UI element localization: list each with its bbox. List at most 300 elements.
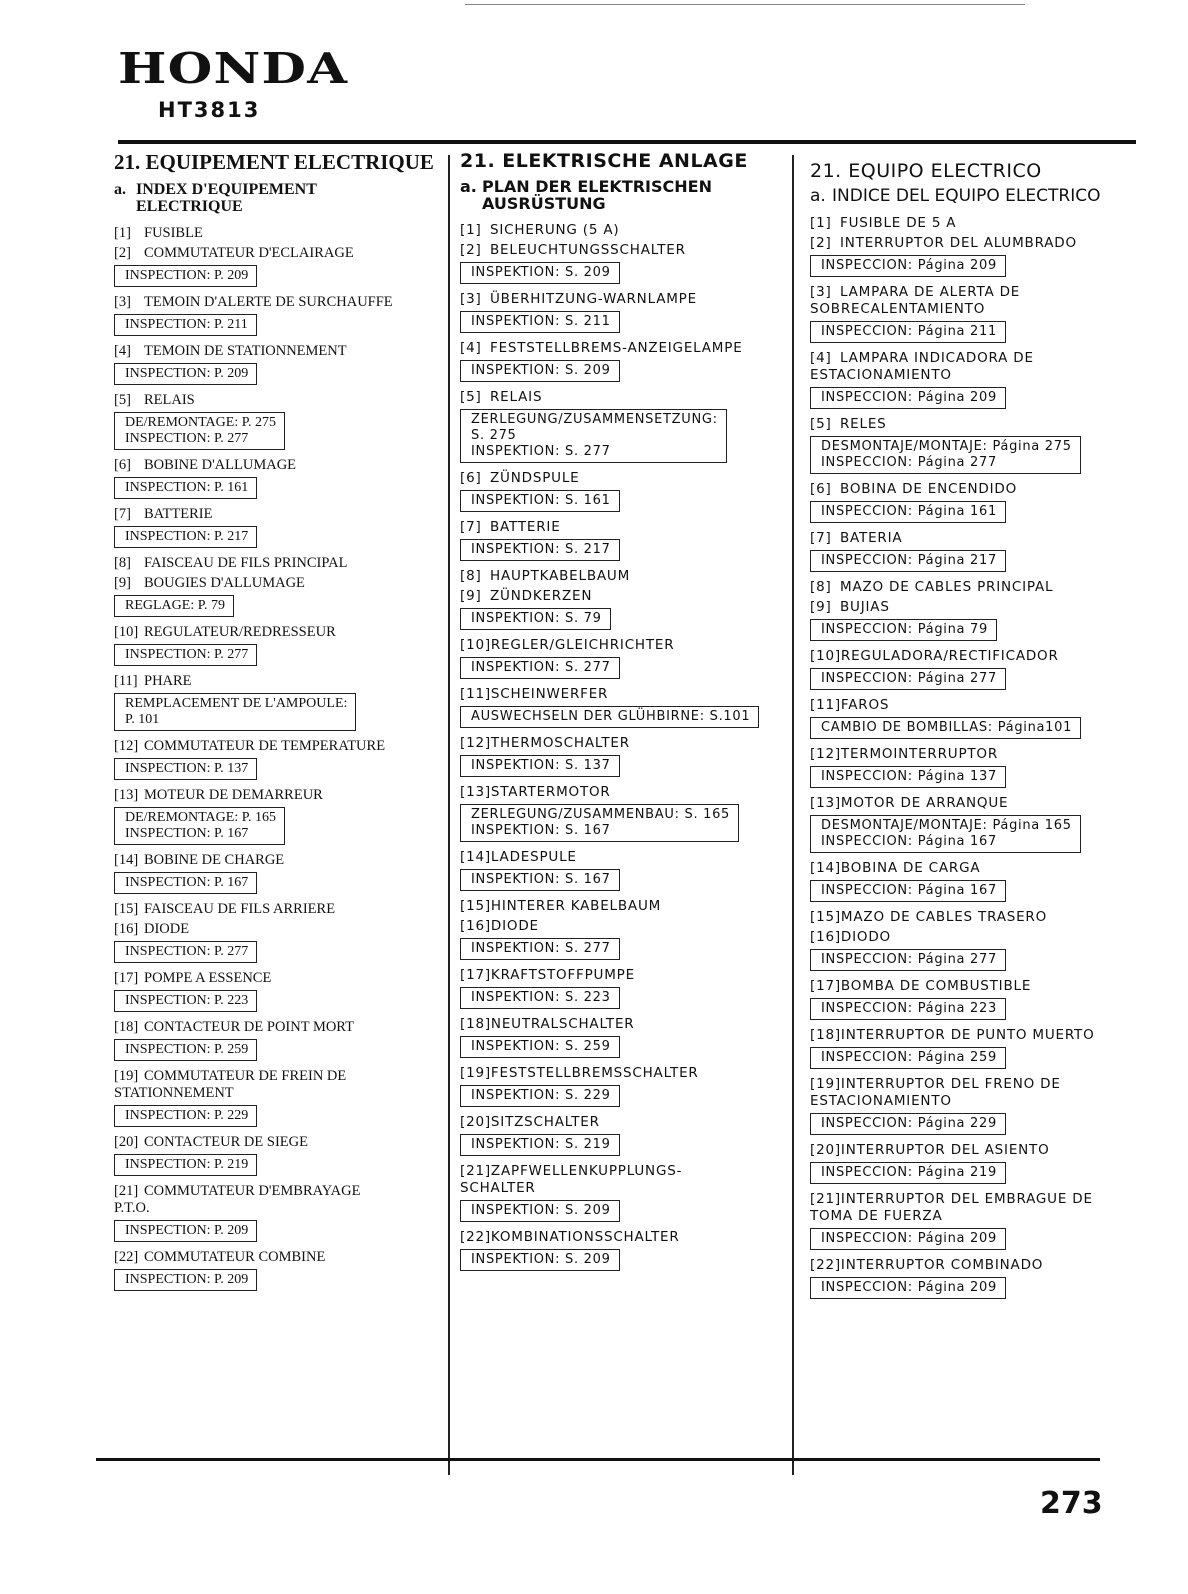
- item-label: [114, 1134, 440, 1151]
- item-text: ZÜNDKERZEN: [490, 588, 593, 604]
- reference-box: INSPECCION: Página 259: [810, 1047, 1006, 1069]
- item-number: [18]: [114, 1019, 139, 1035]
- item-label: [460, 784, 790, 801]
- item-text: FAISCEAU DE FILS ARRIERE: [144, 901, 336, 917]
- item-number: [12]: [114, 738, 139, 754]
- list-item: [810, 416, 1136, 480]
- item-label: [810, 416, 1136, 433]
- item-text: LADESPULE: [490, 849, 577, 865]
- item-label: [114, 1019, 440, 1036]
- list-item: [810, 599, 1136, 647]
- reference-box: INSPECTION: P. 167: [114, 872, 257, 894]
- reference-box: INSPECCION: Página 137: [810, 766, 1006, 788]
- item-text: COMMUTATEUR DE FREIN DE STATIONNEMENT: [114, 1068, 347, 1101]
- item-number: [5]: [460, 389, 482, 405]
- column-french: [114, 150, 440, 1297]
- list-item: [810, 1142, 1136, 1190]
- reference-box: INSPECTION: P. 161: [114, 477, 257, 499]
- reference-box: INSPEKTION: S. 209: [460, 262, 620, 284]
- item-number: [19]: [460, 1065, 491, 1081]
- item-number: [1]: [810, 215, 832, 231]
- list-item: [114, 970, 440, 1018]
- subsection-letter: a.: [114, 181, 126, 198]
- item-number: [7]: [114, 506, 131, 522]
- reference-box: INSPECTION: P. 217: [114, 526, 257, 548]
- item-number: [8]: [114, 555, 131, 571]
- item-label: [460, 222, 790, 239]
- reference-box: INSPECTION: P. 209: [114, 1220, 257, 1242]
- item-label: [114, 673, 440, 690]
- reference-box: INSPECCION: Página 209: [810, 255, 1006, 277]
- item-text: INTERRUPTOR DEL ASIENTO: [840, 1142, 1050, 1158]
- list-item: [114, 245, 440, 293]
- reference-box: INSPECCION: Página 211: [810, 321, 1006, 343]
- item-text: BOBINA DE CARGA: [840, 860, 981, 876]
- item-number: [9]: [460, 588, 482, 604]
- item-number: [9]: [810, 599, 832, 615]
- item-label: [810, 350, 1136, 384]
- item-text: COMMUTATEUR COMBINE: [144, 1249, 326, 1265]
- item-list: [114, 225, 440, 1297]
- item-label: [810, 929, 1136, 946]
- item-text: BATTERIE: [144, 506, 213, 522]
- reference-box: INSPECCION: Página 277: [810, 668, 1006, 690]
- item-label: [114, 1249, 440, 1266]
- item-text: REGULADORA/RECTIFICADOR: [840, 648, 1059, 664]
- list-item: [810, 697, 1136, 745]
- reference-box: INSPECTION: P. 229: [114, 1105, 257, 1127]
- reference-box: INSPECTION: P. 209: [114, 1269, 257, 1291]
- list-item: [114, 624, 440, 672]
- reference-box: DESMONTAJE/MONTAJE: Página 165 INSPECCION: Página 167: [810, 815, 1081, 853]
- spacer: [810, 926, 1136, 928]
- item-label: [460, 1229, 790, 1246]
- item-label: [460, 470, 790, 487]
- list-item: [114, 901, 440, 920]
- reference-box: INSPEKTION: S. 137: [460, 755, 620, 777]
- item-label: [460, 1114, 790, 1131]
- item-number: [18]: [810, 1027, 841, 1043]
- item-text: BATTERIE: [490, 519, 561, 535]
- list-item: [114, 294, 440, 342]
- reference-box: INSPECCION: Página 217: [810, 550, 1006, 572]
- item-text: FUSIBLE: [144, 225, 203, 241]
- spacer: [460, 239, 790, 241]
- item-number: [21]: [810, 1191, 841, 1207]
- item-number: [11]: [460, 686, 491, 702]
- item-list: [460, 222, 790, 1277]
- item-number: [15]: [460, 898, 491, 914]
- item-text: MOTOR DE ARRANQUE: [840, 795, 1009, 811]
- item-text: STARTERMOTOR: [490, 784, 611, 800]
- item-label: [460, 389, 790, 406]
- item-label: [810, 579, 1136, 596]
- item-number: [13]: [460, 784, 491, 800]
- list-item: [460, 849, 790, 897]
- item-label: [114, 506, 440, 523]
- item-label: [114, 624, 440, 641]
- header-rule: [118, 140, 1136, 144]
- reference-box: INSPEKTION: S. 211: [460, 311, 620, 333]
- subsection-letter: a.: [810, 186, 826, 206]
- reference-box: INSPECCION: Página 223: [810, 998, 1006, 1020]
- list-item: [114, 787, 440, 851]
- list-item: [810, 1257, 1136, 1305]
- item-label: [810, 909, 1136, 926]
- item-label: [810, 481, 1136, 498]
- reference-box: INSPECCION: Página 209: [810, 1277, 1006, 1299]
- item-text: INTERRUPTOR COMBINADO: [840, 1257, 1044, 1273]
- reference-box: INSPECCION: Página 79: [810, 619, 997, 641]
- item-label: [114, 1183, 440, 1217]
- item-label: [810, 697, 1136, 714]
- reference-box: INSPEKTION: S. 277: [460, 657, 620, 679]
- item-number: [2]: [810, 235, 832, 251]
- item-number: [16]: [114, 921, 139, 937]
- item-label: [114, 901, 440, 918]
- reference-box: INSPEKTION: S. 209: [460, 1249, 620, 1271]
- item-list: [810, 215, 1136, 1305]
- item-label: [114, 970, 440, 987]
- item-text: BOBINE DE CHARGE: [144, 852, 285, 868]
- item-number: [5]: [114, 392, 131, 408]
- item-number: [2]: [114, 245, 131, 261]
- brand-logo: HONDA: [118, 44, 349, 93]
- column-spanish: [810, 150, 1136, 1305]
- list-item: [460, 735, 790, 783]
- spacer: [460, 585, 790, 587]
- item-label: [460, 519, 790, 536]
- reference-box: INSPEKTION: S. 167: [460, 869, 620, 891]
- item-text: FESTSTELLBREMS-ANZEIGELAMPE: [490, 340, 743, 356]
- item-number: [17]: [460, 967, 491, 983]
- reference-box: INSPECCION: Página 219: [810, 1162, 1006, 1184]
- item-number: [17]: [810, 978, 841, 994]
- section-title: 21. EQUIPO ELECTRICO: [810, 160, 1042, 182]
- item-number: [11]: [114, 673, 138, 689]
- item-text: KOMBINATIONSSCHALTER: [490, 1229, 680, 1245]
- list-item: [114, 1183, 440, 1248]
- list-item: [810, 215, 1136, 234]
- list-item: [460, 1065, 790, 1113]
- list-item: [810, 579, 1136, 598]
- item-number: [4]: [810, 350, 832, 366]
- item-label: [810, 284, 1136, 318]
- reference-box: INSPEKTION: S. 209: [460, 1200, 620, 1222]
- item-number: [8]: [810, 579, 832, 595]
- item-text: FAISCEAU DE FILS PRINCIPAL: [144, 555, 348, 571]
- list-item: [810, 284, 1136, 349]
- item-number: [12]: [810, 746, 841, 762]
- item-number: [22]: [460, 1229, 491, 1245]
- item-number: [15]: [810, 909, 841, 925]
- item-number: [6]: [810, 481, 832, 497]
- item-label: [460, 686, 790, 703]
- reference-box: INSPECCION: Página 161: [810, 501, 1006, 523]
- item-number: [1]: [460, 222, 482, 238]
- item-number: [22]: [114, 1249, 139, 1265]
- reference-box: INSPECTION: P. 223: [114, 990, 257, 1012]
- item-number: [20]: [114, 1134, 139, 1150]
- page-number: 273: [1040, 1486, 1103, 1521]
- item-text: BOBINE D'ALLUMAGE: [144, 457, 297, 473]
- reference-box: INSPECCION: Página 209: [810, 1228, 1006, 1250]
- item-label: [810, 860, 1136, 877]
- reference-box: INSPECCION: Página 209: [810, 387, 1006, 409]
- item-text: ZÜNDSPULE: [490, 470, 580, 486]
- item-text: TEMOIN DE STATIONNEMENT: [144, 343, 347, 359]
- reference-box: INSPECTION: P. 209: [114, 265, 257, 287]
- reference-box: ZERLEGUNG/ZUSAMMENBAU: S. 165 INSPEKTION: S. 167: [460, 804, 739, 842]
- item-number: [16]: [460, 918, 491, 934]
- subsection-text: PLAN DER ELEKTRISCHEN AUSRÜSTUNG: [482, 177, 712, 213]
- item-number: [6]: [114, 457, 131, 473]
- item-label: [114, 294, 440, 311]
- reference-box: INSPECTION: P. 259: [114, 1039, 257, 1061]
- item-text: COMMUTATEUR D'ECLAIRAGE: [144, 245, 354, 261]
- item-number: [7]: [460, 519, 482, 535]
- item-text: FAROS: [840, 697, 890, 713]
- list-item: [114, 343, 440, 391]
- item-text: INTERRUPTOR DEL ALUMBRADO: [840, 235, 1077, 251]
- item-number: [10]: [460, 637, 491, 653]
- item-label: [810, 978, 1136, 995]
- list-item: [810, 1191, 1136, 1256]
- subsection-letter: a.: [460, 177, 477, 196]
- item-number: [3]: [460, 291, 482, 307]
- list-item: [460, 242, 790, 290]
- item-text: CONTACTEUR DE POINT MORT: [144, 1019, 354, 1035]
- list-item: [114, 921, 440, 969]
- item-number: [3]: [114, 294, 131, 310]
- list-item: [114, 1019, 440, 1067]
- list-item: [810, 909, 1136, 928]
- item-text: REGLER/GLEICHRICHTER: [490, 637, 675, 653]
- top-rule: [465, 4, 1025, 5]
- item-label: [810, 599, 1136, 616]
- reference-box: INSPECTION: P. 211: [114, 314, 257, 336]
- item-text: INTERRUPTOR DE PUNTO MUERTO: [840, 1027, 1095, 1043]
- column-divider: [792, 155, 794, 1475]
- item-label: [460, 588, 790, 605]
- item-text: BOUGIES D'ALLUMAGE: [144, 575, 305, 591]
- item-label: [810, 1191, 1136, 1225]
- item-number: [19]: [810, 1076, 841, 1092]
- item-number: [6]: [460, 470, 482, 486]
- list-item: [114, 1134, 440, 1182]
- reference-box: INSPEKTION: S. 217: [460, 539, 620, 561]
- reference-box: INSPECTION: P. 137: [114, 758, 257, 780]
- list-item: [114, 1068, 440, 1133]
- item-number: [18]: [460, 1016, 491, 1032]
- item-text: MAZO DE CABLES PRINCIPAL: [840, 579, 1054, 595]
- item-number: [4]: [114, 343, 131, 359]
- item-label: [460, 849, 790, 866]
- item-text: MAZO DE CABLES TRASERO: [840, 909, 1048, 925]
- item-text: PHARE: [144, 673, 192, 689]
- list-item: [114, 506, 440, 554]
- item-number: [20]: [810, 1142, 841, 1158]
- item-label: [460, 735, 790, 752]
- item-number: [21]: [114, 1183, 139, 1199]
- list-item: [810, 235, 1136, 283]
- item-text: SITZSCHALTER: [490, 1114, 600, 1130]
- item-text: BATERIA: [840, 530, 903, 546]
- reference-box: DESMONTAJE/MONTAJE: Página 275 INSPECCION: Página 277: [810, 436, 1081, 474]
- item-label: [460, 967, 790, 984]
- spacer: [114, 572, 440, 574]
- item-number: [17]: [114, 970, 139, 986]
- reference-box: INSPECCION: Página 167: [810, 880, 1006, 902]
- item-label: [460, 291, 790, 308]
- reference-box: REMPLACEMENT DE L'AMPOULE: P. 101: [114, 693, 356, 731]
- item-text: BOMBA DE COMBUSTIBLE: [840, 978, 1032, 994]
- item-text: DIODE: [144, 921, 190, 937]
- list-item: [810, 860, 1136, 908]
- item-number: [10]: [810, 648, 841, 664]
- list-item: [460, 1016, 790, 1064]
- item-label: [114, 852, 440, 869]
- item-number: [9]: [114, 575, 131, 591]
- item-text: NEUTRALSCHALTER: [490, 1016, 635, 1032]
- list-item: [810, 350, 1136, 415]
- list-item: [114, 1249, 440, 1297]
- item-text: COMMUTATEUR DE TEMPERATURE: [144, 738, 386, 754]
- item-label: [810, 1076, 1136, 1110]
- item-label: [810, 530, 1136, 547]
- list-item: [460, 588, 790, 636]
- list-item: [114, 555, 440, 574]
- item-label: [114, 1068, 440, 1102]
- item-label: [810, 1027, 1136, 1044]
- item-text: TEMOIN D'ALERTE DE SURCHAUFFE: [144, 294, 393, 310]
- item-text: KRAFTSTOFFPUMPE: [490, 967, 635, 983]
- item-text: RELES: [840, 416, 887, 432]
- reference-box: INSPECTION: P. 277: [114, 941, 257, 963]
- item-label: [114, 225, 440, 242]
- item-text: ZAPFWELLENKUPPLUNGS- SCHALTER: [460, 1163, 683, 1196]
- list-item: [460, 918, 790, 966]
- list-item: [460, 291, 790, 339]
- item-number: [22]: [810, 1257, 841, 1273]
- item-text: SICHERUNG (5 A): [490, 222, 620, 238]
- item-label: [810, 215, 1136, 232]
- item-number: [1]: [114, 225, 131, 241]
- list-item: [810, 530, 1136, 578]
- list-item: [810, 929, 1136, 977]
- reference-box: AUSWECHSELN DER GLÜHBIRNE: S.101: [460, 706, 759, 728]
- list-item: [114, 852, 440, 900]
- item-text: DIODE: [490, 918, 539, 934]
- reference-box: INSPEKTION: S. 161: [460, 490, 620, 512]
- reference-box: INSPECTION: P. 219: [114, 1154, 257, 1176]
- item-label: [810, 648, 1136, 665]
- section-title: 21. ELEKTRISCHE ANLAGE: [460, 150, 748, 172]
- item-number: [20]: [460, 1114, 491, 1130]
- item-text: RELAIS: [144, 392, 195, 408]
- reference-box: CAMBIO DE BOMBILLAS: Página101: [810, 717, 1081, 739]
- subsection-title: [460, 178, 790, 212]
- item-text: INTERRUPTOR DEL EMBRAGUE DE TOMA DE FUERZA: [810, 1191, 1093, 1224]
- list-item: [460, 470, 790, 518]
- item-text: BUJIAS: [840, 599, 890, 615]
- list-item: [114, 225, 440, 244]
- reference-box: INSPEKTION: S. 219: [460, 1134, 620, 1156]
- item-number: [11]: [810, 697, 841, 713]
- reference-box: INSPEKTION: S. 259: [460, 1036, 620, 1058]
- item-number: [13]: [114, 787, 139, 803]
- reference-box: ZERLEGUNG/ZUSAMMENSETZUNG: S. 275 INSPEKTION: S. 277: [460, 409, 727, 463]
- item-text: COMMUTATEUR D'EMBRAYAGE P.T.O.: [114, 1183, 361, 1216]
- list-item: [810, 795, 1136, 859]
- item-text: FUSIBLE DE 5 A: [840, 215, 957, 231]
- item-text: FESTSTELLBREMSSCHALTER: [490, 1065, 699, 1081]
- list-item: [810, 746, 1136, 794]
- item-number: [14]: [810, 860, 841, 876]
- spacer: [114, 918, 440, 920]
- list-item: [460, 1163, 790, 1228]
- reference-box: INSPEKTION: S. 229: [460, 1085, 620, 1107]
- item-number: [13]: [810, 795, 841, 811]
- list-item: [460, 389, 790, 469]
- item-number: [14]: [114, 852, 139, 868]
- list-item: [460, 1114, 790, 1162]
- list-item: [810, 978, 1136, 1026]
- item-text: ÜBERHITZUNG-WARNLAMPE: [490, 291, 697, 307]
- spacer: [114, 242, 440, 244]
- section-title: 21. EQUIPEMENT ELECTRIQUE: [114, 150, 434, 174]
- item-number: [12]: [460, 735, 491, 751]
- item-label: [460, 1065, 790, 1082]
- list-item: [114, 673, 440, 737]
- list-item: [460, 519, 790, 567]
- list-item: [460, 222, 790, 241]
- column-divider: [448, 155, 450, 1475]
- item-number: [4]: [460, 340, 482, 356]
- reference-box: DE/REMONTAGE: P. 275 INSPECTION: P. 277: [114, 412, 285, 450]
- reference-box: INSPECTION: P. 277: [114, 644, 257, 666]
- item-text: HAUPTKABELBAUM: [490, 568, 631, 584]
- item-number: [15]: [114, 901, 139, 917]
- subsection-title: [810, 188, 1136, 205]
- item-number: [19]: [114, 1068, 139, 1084]
- item-label: [460, 340, 790, 357]
- item-text: THERMOSCHALTER: [490, 735, 630, 751]
- reference-box: INSPECCION: Página 229: [810, 1113, 1006, 1135]
- list-item: [460, 967, 790, 1015]
- item-label: [114, 787, 440, 804]
- item-number: [5]: [810, 416, 832, 432]
- item-text: TERMOINTERRUPTOR: [840, 746, 999, 762]
- list-item: [810, 481, 1136, 529]
- item-label: [460, 637, 790, 654]
- item-label: [114, 245, 440, 262]
- list-item: [460, 784, 790, 848]
- reference-box: INSPEKTION: S. 277: [460, 938, 620, 960]
- spacer: [810, 596, 1136, 598]
- subsection-title: [114, 181, 440, 215]
- item-text: BELEUCHTUNGSSCHALTER: [490, 242, 686, 258]
- list-item: [460, 637, 790, 685]
- item-number: [7]: [810, 530, 832, 546]
- subsection-text: INDICE DEL EQUIPO ELECTRICO: [832, 186, 1101, 206]
- reference-box: INSPECTION: P. 209: [114, 363, 257, 385]
- item-number: [10]: [114, 624, 139, 640]
- model-number: HT3813: [158, 98, 261, 122]
- item-text: MOTEUR DE DEMARREUR: [144, 787, 323, 803]
- item-text: CONTACTEUR DE SIEGE: [144, 1134, 308, 1150]
- item-label: [114, 575, 440, 592]
